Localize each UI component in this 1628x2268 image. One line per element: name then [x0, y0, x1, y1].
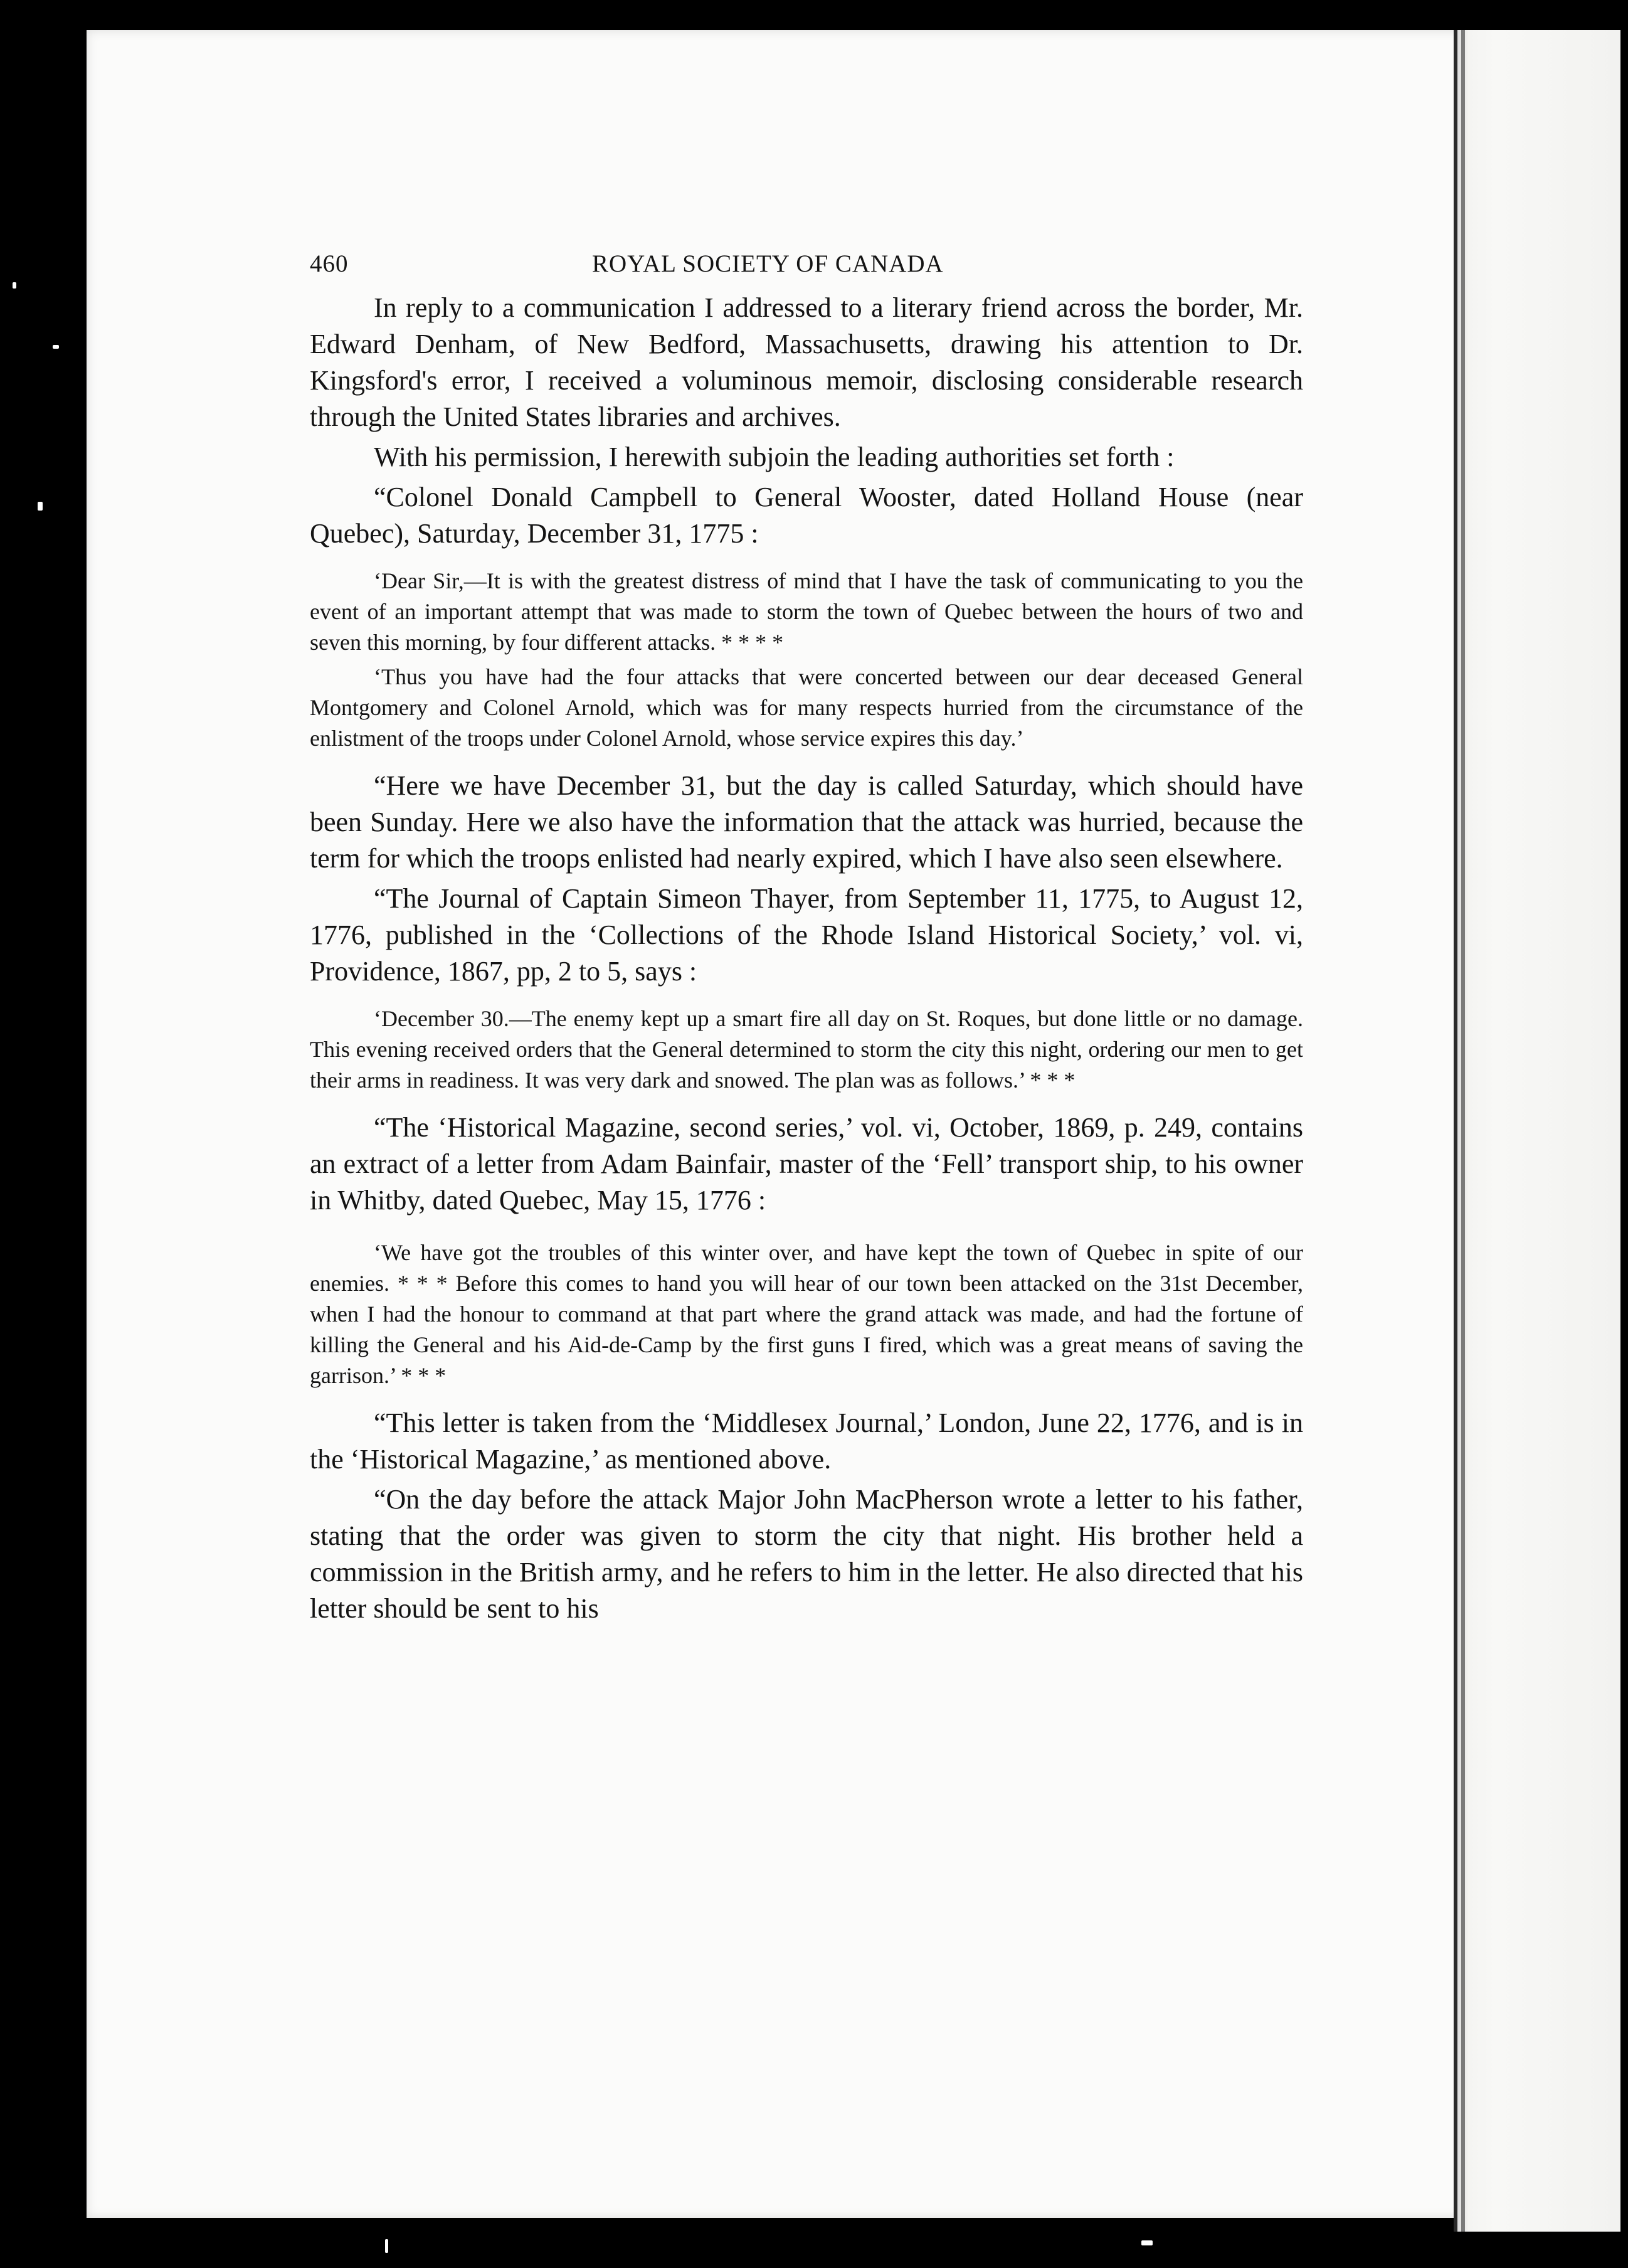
- scan-speck: [1141, 2240, 1153, 2245]
- spacer: [310, 1100, 1303, 1110]
- block-quote: ‘Thus you have had the four attacks that were concerted between our dear deceased General Montgomery and Colonel Arnold, which was for many respects hurried from the circumstance of the enlistment of the troops under Colonel Arnold, whose service expires this day.’: [310, 664, 1303, 751]
- body-paragraph: “Here we have December 31, but the day is called Saturday, which should have been Sunday. Here we also have the information that the attack was hurried, because the term for which the troops enlisted had nearly expired, which I have also seen elsewhere.: [310, 770, 1303, 874]
- spacer: [310, 758, 1303, 768]
- block-quote: ‘Dear Sir,—It is with the greatest distress of mind that I have the task of communicating to you the event of an important attempt that was made to storm the town of Quebec between the hours of two and seven this morning, by four different attacks. * * * *: [310, 568, 1303, 655]
- body-paragraph: “Colonel Donald Campbell to General Wooster, dated Holland House (near Quebec), Saturday, December 31, 1775 :: [310, 482, 1303, 549]
- body-paragraph: “On the day before the attack Major John MacPherson wrote a letter to his father, stating that the order was given to storm the city that night. His brother held a commission in the British army, and he refers to him in the letter. He also directed that his letter should be sent to his: [310, 1484, 1303, 1624]
- body-paragraph: “The ‘Historical Magazine, second series,’ vol. vi, October, 1869, p. 249, contains an extract of a letter from Adam Bainfair, master of the ‘Fell’ transport ship, to his owner in Whitby, dated Quebec, May 15, 1776 :: [310, 1112, 1303, 1216]
- spacer: [310, 1222, 1303, 1237]
- scan-speck: [38, 502, 43, 511]
- body-paragraph: “This letter is taken from the ‘Middlesex Journal,’ London, June 22, 1776, and is in the ‘Historical Magazine,’ as mentioned above.: [310, 1407, 1303, 1475]
- scan-speck: [385, 2239, 388, 2253]
- body-paragraph: “The Journal of Captain Simeon Thayer, from September 11, 1775, to August 12, 1776, published in the ‘Collections of the Rhode Island Historical Society,’ vol. vi, Providence, 1867, pp, 2 to 5, says :: [310, 883, 1303, 987]
- page-text: [310, 246, 1303, 1631]
- body-paragraph: In reply to a communication I addressed to a literary friend across the border, Mr. Edward Denham, of New Bedford, Massachusetts, drawing his attention to Dr. Kingsford's error, I received a voluminous memoir, disclosing considerable research through the United States libraries and archives.: [310, 292, 1303, 432]
- spacer: [310, 556, 1303, 566]
- block-quote: ‘December 30.—The enemy kept up a smart fire all day on St. Roques, but done little or no damage. This evening received orders that the General determined to storm the city this night, ordering our men to get their arms in readiness. It was very dark and snowed. The plan was as follows.’ * * *: [310, 1006, 1303, 1093]
- spacer: [310, 994, 1303, 1004]
- scan-speck: [13, 282, 16, 289]
- body-paragraph: With his permission, I herewith subjoin the leading authorities set forth :: [374, 442, 1175, 472]
- scan-speck: [53, 345, 59, 349]
- page-gutter-line: [1461, 30, 1465, 2232]
- block-quote: ‘We have got the troubles of this winter over, and have kept the town of Quebec in spite of our enemies. * * * Before this comes to hand you will hear of our town been attacked on the 31st December, when I had the honour to command at that part where the grand attack was made, and had the fortune of killing the General and his Aid-de-Camp by the first guns I fired, which was a great means of saving the garrison.’ * * *: [310, 1240, 1303, 1388]
- page-number: 460: [310, 250, 349, 277]
- spacer: [310, 1395, 1303, 1405]
- running-head-title: ROYAL SOCIETY OF CANADA: [592, 250, 944, 277]
- facing-page-edge: [1454, 30, 1620, 2232]
- running-head: [310, 246, 1303, 290]
